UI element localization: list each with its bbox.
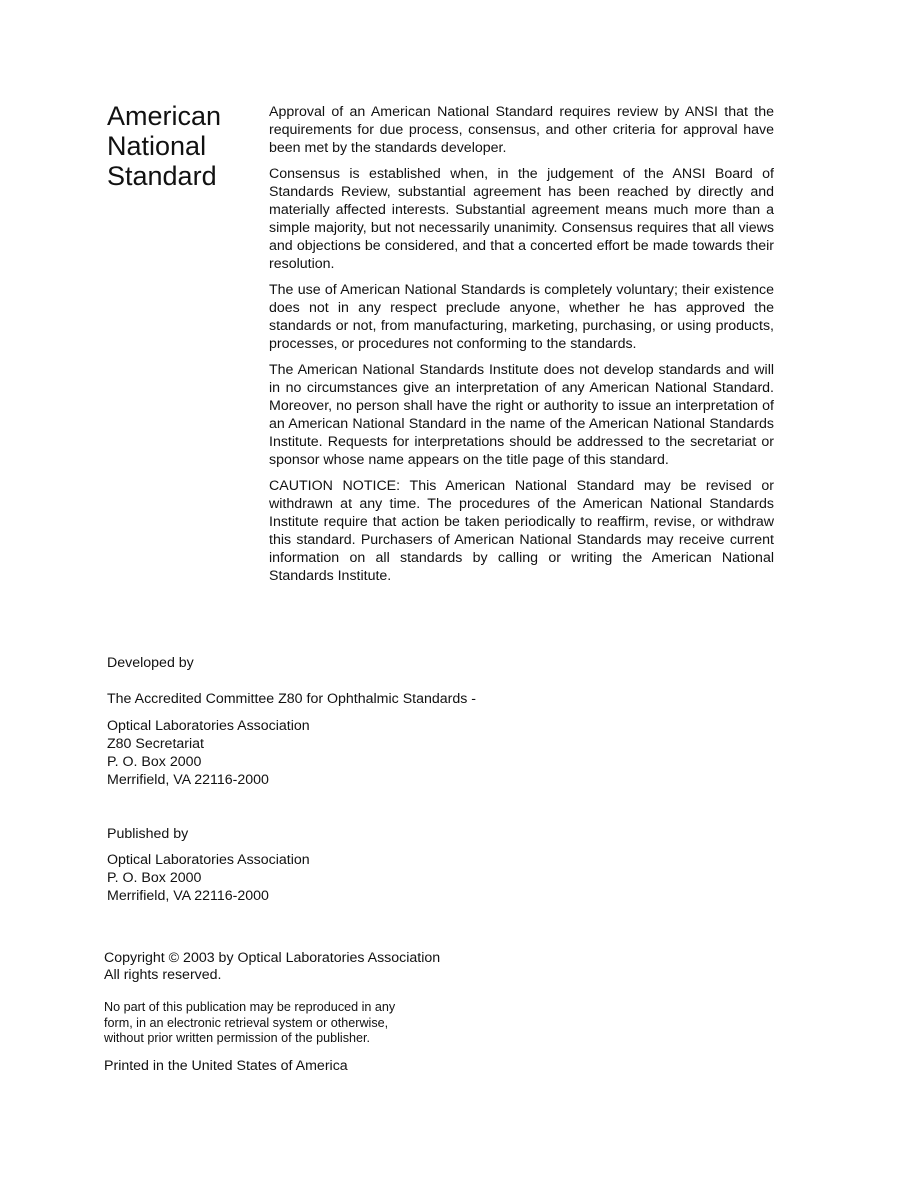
- developer-address: [107, 717, 310, 789]
- rights-line: All rights reserved.: [104, 967, 222, 983]
- permission-line: without prior written permission of the publisher.: [104, 1031, 370, 1045]
- address-line: Optical Laboratories Association: [107, 718, 310, 734]
- title-line: American: [107, 101, 222, 131]
- address-line: Optical Laboratories Association: [107, 852, 310, 868]
- address-line: Merrifield, VA 22116-2000: [107, 772, 269, 788]
- interpretation-paragraph: The American National Standards Institute does not develop standards and will in no circumstances give an interpretation of any American National Standard. Moreover, no person shall have the right or authority to issue an interpretation of an American National Standard in the name of the American National Standards Institute. Requests for interpretations should be addressed to the secretariat or sponsor whose name appears on the title page of this standard.: [269, 362, 774, 468]
- permission-line: form, in an electronic retrieval system or otherwise,: [104, 1015, 389, 1030]
- published-by-label: Published by: [107, 826, 189, 842]
- address-line: P. O. Box 2000: [107, 870, 202, 886]
- title-line: Standard: [107, 161, 217, 191]
- permission-line: No part of this publication may be reproduced in any: [104, 1000, 396, 1014]
- document-title: [107, 101, 257, 191]
- reproduction-notice: [104, 1000, 395, 1047]
- address-line: P. O. Box 2000: [107, 754, 202, 770]
- publisher-address: [107, 851, 310, 905]
- address-line: Merrifield, VA 22116-2000: [107, 888, 269, 904]
- consensus-paragraph: Consensus is established when, in the judgement of the ANSI Board of Standards Review, substantial agreement has been reached by directly and materially affected interests. Substantial agreement means much more than a simple majority, but not necessarily unanimity. Consensus requires that all views and objections be considered, and that a concerted effort be made towards their resolution.: [269, 166, 774, 272]
- printed-in-notice: Printed in the United States of America: [104, 1058, 348, 1074]
- copyright-line: Copyright © 2003 by Optical Laboratories Association: [104, 950, 441, 966]
- copyright-notice: [104, 950, 440, 984]
- caution-notice-paragraph: CAUTION NOTICE: This American National Standard may be revised or withdrawn at any time. The procedures of the American National Standards Institute require that action be taken periodically to reaffirm, revise, or withdraw this standard. Purchasers of American National Standards may receive current information on all standards by calling or writing the American National Standards Institute.: [269, 478, 774, 584]
- title-line: National: [107, 131, 207, 161]
- ansi-notice-body: [269, 103, 774, 593]
- committee-name: The Accredited Committee Z80 for Ophthalmic Standards -: [107, 691, 477, 707]
- approval-paragraph: Approval of an American National Standard requires review by ANSI that the requirements for due process, consensus, and other criteria for approval have been met by the standards developer.: [269, 104, 774, 156]
- voluntary-use-paragraph: The use of American National Standards is completely voluntary; their existence does not in any respect preclude anyone, whether he has approved the standards or not, from manufacturing, marketing, purchasing, or using products, processes, or procedures not conforming to the standards.: [269, 282, 774, 352]
- address-line: Z80 Secretariat: [107, 736, 204, 752]
- developed-by-label: Developed by: [107, 655, 194, 671]
